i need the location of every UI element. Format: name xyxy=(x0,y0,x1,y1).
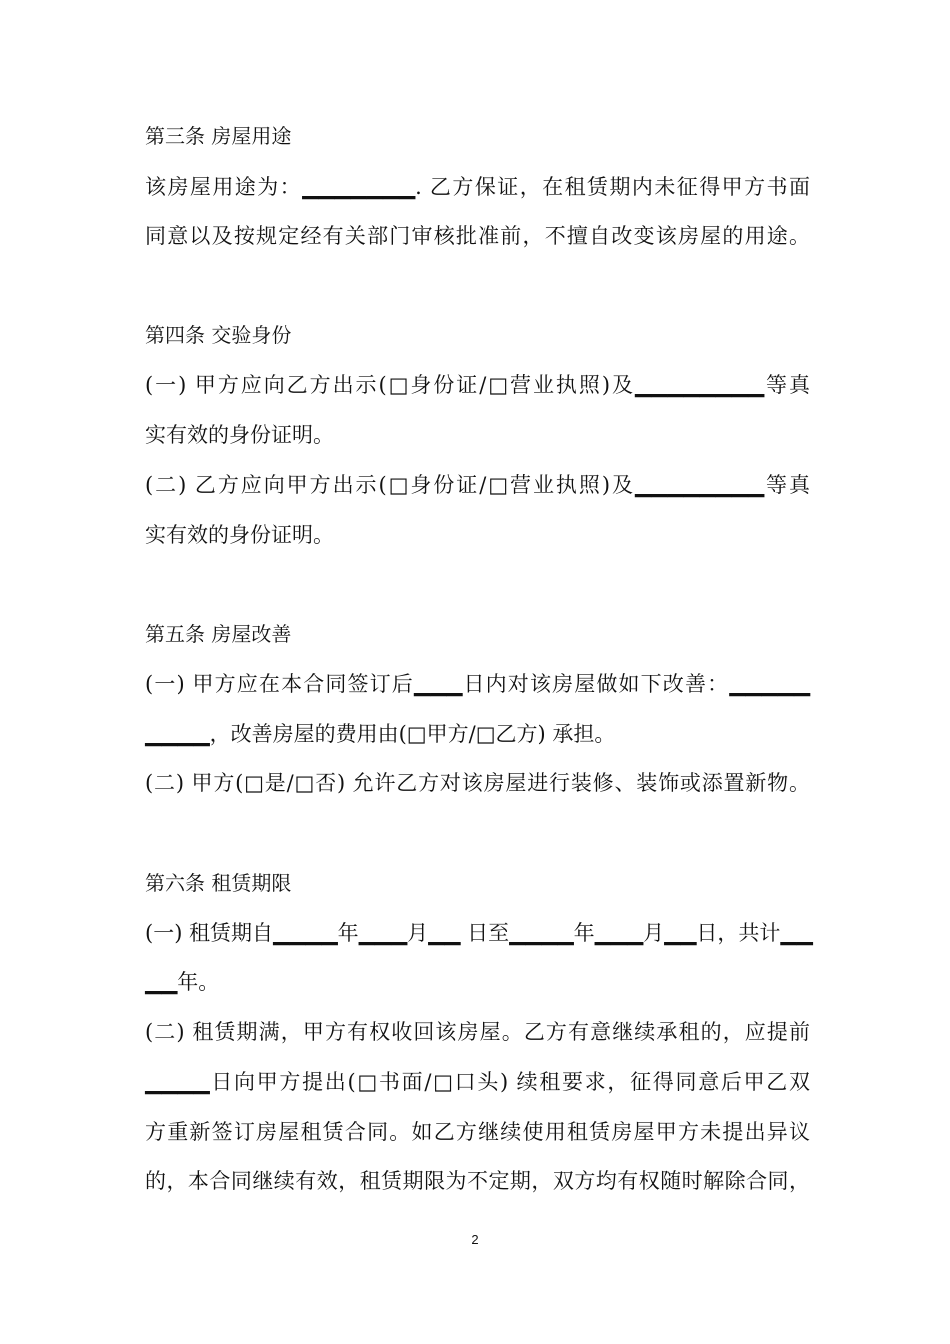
article-4-line-2: 实有效的身份证明。 xyxy=(145,423,334,447)
article-6-line-2: ▁▁年。 xyxy=(145,970,220,994)
article-5-line-1: (一) 甲方应在本合同签订后▁▁▁日内对该房屋做如下改善：▁▁▁▁▁ xyxy=(145,672,810,696)
article-3-line-1: 该房屋用途为：▁▁▁▁▁▁▁. 乙方保证，在租赁期内未征得甲方书面 xyxy=(145,175,810,199)
article-4-heading: 第四条 交验身份 xyxy=(145,323,292,347)
article-4-line-3: (二) 乙方应向甲方出示(□身份证/□营业执照)及▁▁▁▁▁▁▁▁等真 xyxy=(145,473,810,497)
article-6-line-6: 的，本合同继续有效，租赁期限为不定期，双方均有权随时解除合同， xyxy=(145,1169,810,1193)
article-3-heading: 第三条 房屋用途 xyxy=(145,124,292,148)
article-6-line-4: ▁▁▁▁日向甲方提出(□书面/□口头) 续租要求，征得同意后甲乙双 xyxy=(145,1070,810,1094)
article-5-heading: 第五条 房屋改善 xyxy=(145,622,292,646)
article-4-line-1: (一) 甲方应向乙方出示(□身份证/□营业执照)及▁▁▁▁▁▁▁▁等真 xyxy=(145,373,810,397)
article-3-line-2: 同意以及按规定经有关部门审核批准前，不擅自改变该房屋的用途。 xyxy=(145,224,810,248)
article-6-heading: 第六条 租赁期限 xyxy=(145,871,292,895)
article-5-line-3: (二) 甲方(□是/□否) 允许乙方对该房屋进行装修、装饰或添置新物。 xyxy=(145,771,810,795)
article-4-line-4: 实有效的身份证明。 xyxy=(145,523,334,547)
article-6-line-5: 方重新签订房屋租赁合同。如乙方继续使用租赁房屋甲方未提出异议 xyxy=(145,1120,810,1144)
page-number: 2 xyxy=(471,1232,479,1247)
article-6-line-1: (一) 租赁期自▁▁▁▁年▁▁▁月▁▁ 日至▁▁▁▁年▁▁▁月▁▁日，共计▁▁ xyxy=(145,921,813,945)
article-5-line-2: ▁▁▁▁，改善房屋的费用由(□甲方/□乙方) 承担。 xyxy=(145,722,616,746)
article-6-line-3: (二) 租赁期满，甲方有权收回该房屋。乙方有意继续承租的，应提前 xyxy=(145,1020,810,1044)
